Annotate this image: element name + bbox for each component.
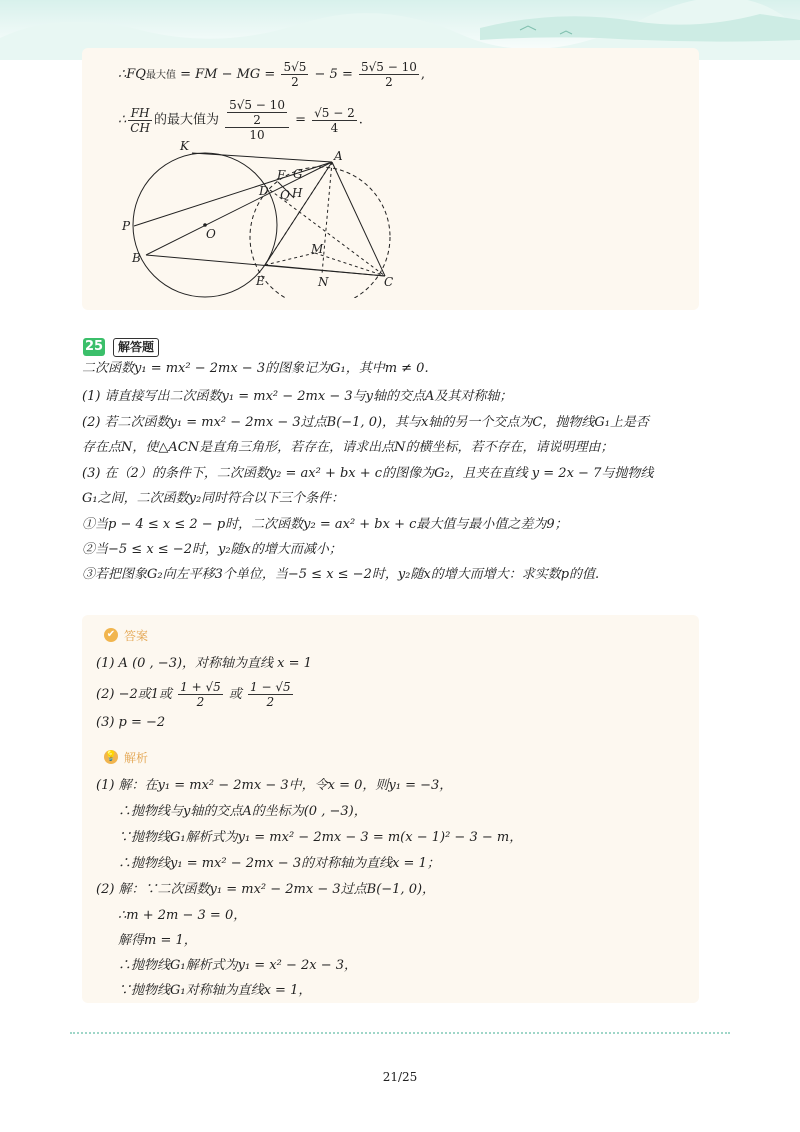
question-2-line-1: (2) 若二次函数y₁ = mx² − 2mx − 3过点B(−1, 0)，其与x轴的另一个交点为C，抛物线G₁上是否 bbox=[82, 415, 649, 430]
answer-3: (3) p = −2 bbox=[96, 715, 166, 730]
problem-type-badge: 解答题 bbox=[113, 338, 159, 357]
page-number: 21/25 bbox=[382, 1070, 418, 1084]
fq-max-line: ∴FQ最大值 = FM − MG = $\frac{5√5}{2}$ − 5 = $\frac{5√5 - 10}{2}$ , bbox=[118, 60, 426, 89]
svg-text:K: K bbox=[180, 139, 189, 153]
analysis-line-1: (1) 解：在y₁ = mx² − 2mx − 3中，令x = 0，则y₁ = −3， bbox=[96, 778, 453, 793]
svg-text:O: O bbox=[206, 227, 216, 241]
problem-stem: 二次函数y₁ = mx² − 2mx − 3的图象记为G₁，其中m ≠ 0. bbox=[82, 361, 429, 376]
answer-2-or: 或 bbox=[228, 687, 242, 702]
svg-text:C: C bbox=[384, 275, 394, 289]
question-3-line-1: (3) 在（2）的条件下，二次函数y₂ = ax² + bx + c的图像为G₂，且夹在直线 y = 2x − 7与抛物线 bbox=[82, 466, 654, 481]
check-icon: ✔ bbox=[104, 628, 118, 642]
answer-1: (1) A (0 , −3)，对称轴为直线 x = 1 bbox=[96, 656, 312, 671]
condition-1: ①当p − 4 ≤ x ≤ 2 − p时，二次函数y₂ = ax² + bx + c最大值与最小值之差为9； bbox=[82, 517, 568, 532]
question-3-line-2: G₁之间，二次函数y₂同时符合以下三个条件： bbox=[82, 491, 345, 506]
svg-text:E: E bbox=[256, 274, 265, 288]
answer-2-fraction-2: $\frac{1 - √5}{2}$ bbox=[250, 680, 291, 709]
analysis-line-8: ∴抛物线G₁解析式为y₁ = x² − 2x − 3， bbox=[118, 958, 358, 973]
analysis-line-9: ∵抛物线G₁对称轴为直线x = 1， bbox=[118, 983, 312, 998]
svg-text:F: F bbox=[277, 168, 286, 182]
answer-2 bbox=[96, 680, 295, 709]
answer-2-fraction-1: $\frac{1 + √5}{2}$ bbox=[180, 680, 221, 709]
question-2-line-2: 存在点N，使△ACN是直角三角形，若存在，请求出点N的横坐标，若不存在，请说明理由； bbox=[82, 440, 614, 455]
analysis-line-3: ∵抛物线G₁解析式为y₁ = mx² − 2mx − 3 = m(x − 1)² − 3 − m， bbox=[118, 830, 523, 845]
svg-text:A: A bbox=[334, 149, 343, 163]
dotted-divider bbox=[70, 1032, 730, 1034]
problem-number-badge: 25 bbox=[84, 339, 104, 354]
svg-text:D: D bbox=[259, 184, 269, 198]
condition-2: ②当−5 ≤ x ≤ −2时，y₂随x的增大而减小； bbox=[82, 542, 342, 557]
geometry-figure bbox=[110, 138, 410, 298]
question-1: (1) 请直接写出二次函数y₁ = mx² − 2mx − 3与y轴的交点A及其对称轴； bbox=[82, 389, 513, 404]
svg-text:B: B bbox=[132, 251, 141, 265]
analysis-line-2: ∴抛物线与y轴的交点A的坐标为(0 , −3)， bbox=[118, 804, 367, 819]
lightbulb-icon: 💡 bbox=[104, 751, 118, 762]
answer-title: 答案 bbox=[124, 629, 149, 643]
svg-text:N: N bbox=[318, 275, 329, 289]
svg-text:H: H bbox=[292, 186, 303, 200]
condition-3: ③若把图象G₂向左平移3个单位，当−5 ≤ x ≤ −2时，y₂随x的增大而增大：求实数p的值. bbox=[82, 567, 600, 582]
svg-text:G: G bbox=[293, 167, 303, 181]
analysis-line-6: ∴m + 2m − 3 = 0， bbox=[118, 908, 247, 923]
analysis-line-4: ∴抛物线y₁ = mx² − 2mx − 3的对称轴为直线x = 1； bbox=[118, 856, 440, 871]
fh-ch-max-line: ∴ $\frac{FH}{CH}$ 的最大值为 $\frac{\frac{5√5 - 10}{2}}{10}$ = $\frac{√5 - 2}{4}$ . bbox=[118, 98, 363, 142]
answer-2-label: (2) bbox=[96, 687, 115, 702]
analysis-line-5: (2) 解：∵二次函数y₁ = mx² − 2mx − 3过点B(−1, 0)， bbox=[96, 882, 436, 897]
analysis-line-7: 解得m = 1， bbox=[118, 933, 197, 948]
answer-2-values: −2或1或 bbox=[118, 687, 172, 702]
svg-text:P: P bbox=[122, 219, 131, 233]
svg-text:M: M bbox=[311, 242, 324, 256]
svg-text:Q: Q bbox=[280, 188, 290, 202]
analysis-title: 解析 bbox=[124, 751, 149, 765]
